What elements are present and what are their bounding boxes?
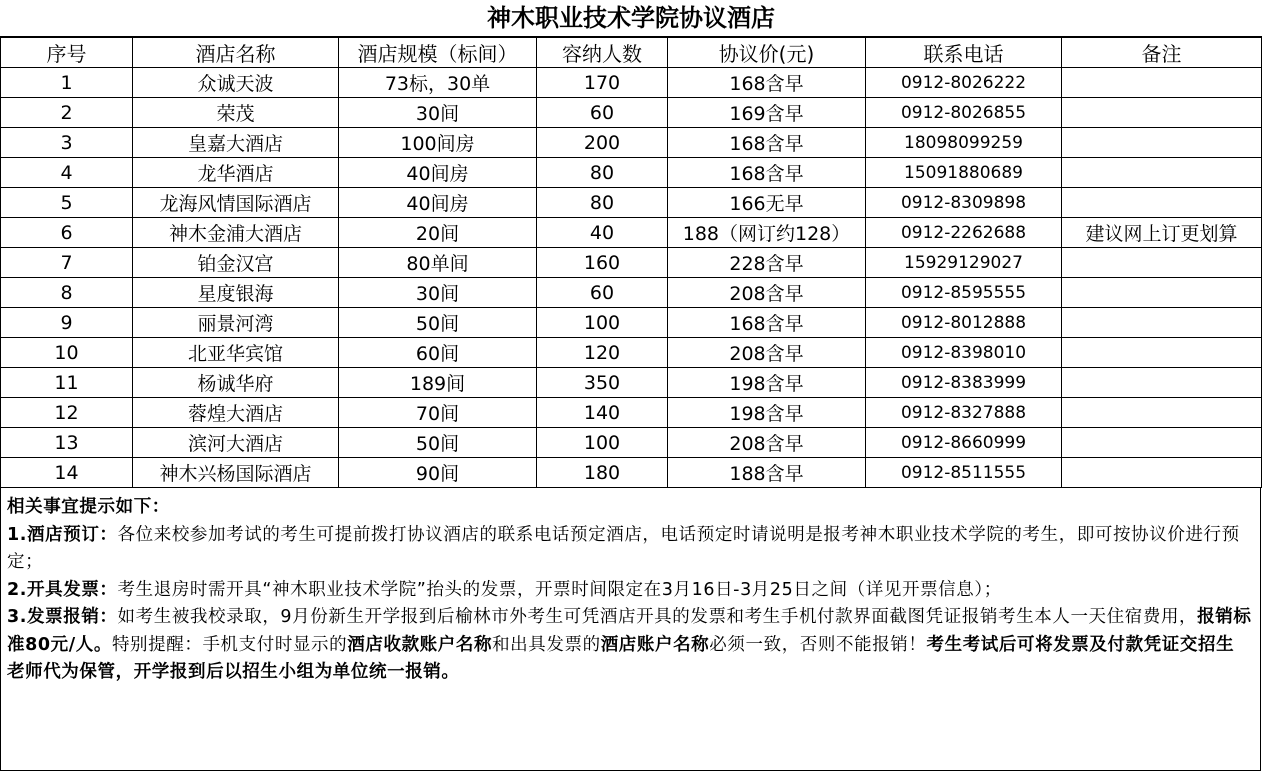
- cell-hotel-name: 杨诚华府: [133, 368, 339, 398]
- cell-price: 188（网订约128）: [668, 218, 866, 248]
- cell-hotel-name: 龙华酒店: [133, 158, 339, 188]
- cell-scale: 189间: [339, 368, 537, 398]
- cell-hotel-name: 荣茂: [133, 98, 339, 128]
- table-row: [1, 338, 1262, 368]
- cell-phone: 0912-8026855: [866, 98, 1062, 128]
- cell-hotel-name: 皇嘉大酒店: [133, 128, 339, 158]
- cell-price: 168含早: [668, 158, 866, 188]
- cell-price: 198含早: [668, 398, 866, 428]
- cell-no: 7: [1, 248, 133, 278]
- cell-price: 166无早: [668, 188, 866, 218]
- cell-hotel-name: 神木金浦大酒店: [133, 218, 339, 248]
- cell-remark: [1062, 398, 1262, 428]
- cell-phone: 15929129027: [866, 248, 1062, 278]
- cell-no: 1: [1, 68, 133, 98]
- cell-hotel-name: 滨河大酒店: [133, 428, 339, 458]
- cell-scale: 40间房: [339, 158, 537, 188]
- cell-phone: 18098099259: [866, 128, 1062, 158]
- cell-remark: [1062, 308, 1262, 338]
- cell-capacity: 170: [537, 68, 668, 98]
- cell-scale: 50间: [339, 428, 537, 458]
- cell-price: 169含早: [668, 98, 866, 128]
- notes-section: [0, 488, 1261, 771]
- cell-scale: 100间房: [339, 128, 537, 158]
- cell-hotel-name: 蓉煌大酒店: [133, 398, 339, 428]
- note-item-3-text-c: 特别提醒：手机支付时显示的: [111, 634, 348, 655]
- cell-phone: 0912-8383999: [866, 368, 1062, 398]
- cell-phone: 0912-8660999: [866, 428, 1062, 458]
- note-item-3-label: 3.发票报销：: [7, 607, 118, 627]
- note-item-2: [7, 577, 1252, 605]
- cell-no: 3: [1, 128, 133, 158]
- cell-phone: 0912-8012888: [866, 308, 1062, 338]
- cell-scale: 30间: [339, 278, 537, 308]
- cell-no: 11: [1, 368, 133, 398]
- header-name: 酒店名称: [133, 38, 339, 68]
- note-item-2-text: 考生退房时需开具“神木职业技术学院”抬头的发票，开票时间限定在3月16日-3月25日之间（详见开票信息）；: [117, 579, 1002, 600]
- note-item-3-final-instruction: 考生考试后可将发票及付款凭证交招生老师代为保管，开学报到后以招生小组为单位统一报销。: [7, 634, 1235, 682]
- cell-price: 208含早: [668, 278, 866, 308]
- table-row: [1, 428, 1262, 458]
- note-item-3-account-name: 酒店账户名称: [600, 634, 710, 655]
- cell-remark: [1062, 458, 1262, 488]
- cell-remark: [1062, 278, 1262, 308]
- note-item-2-label: 2.开具发票：: [7, 579, 118, 600]
- cell-hotel-name: 龙海风情国际酒店: [133, 188, 339, 218]
- table-row: [1, 158, 1262, 188]
- cell-phone: 0912-2262688: [866, 218, 1062, 248]
- cell-remark: [1062, 158, 1262, 188]
- table-row: [1, 218, 1262, 248]
- sheet-title: 神木职业技术学院协议酒店: [0, 0, 1262, 37]
- cell-remark: 建议网上订更划算: [1062, 218, 1262, 248]
- cell-no: 10: [1, 338, 133, 368]
- hotel-table: [0, 37, 1262, 488]
- note-item-3-text-e: 和出具发票的: [492, 634, 601, 655]
- note-item-3-text-g: 必须一致，否则不能报销！: [709, 634, 927, 655]
- cell-price: 168含早: [668, 308, 866, 338]
- header-row: [1, 38, 1262, 68]
- cell-capacity: 100: [537, 428, 668, 458]
- cell-price: 208含早: [668, 338, 866, 368]
- cell-no: 14: [1, 458, 133, 488]
- cell-capacity: 80: [537, 158, 668, 188]
- cell-scale: 30间: [339, 98, 537, 128]
- cell-phone: 0912-8026222: [866, 68, 1062, 98]
- cell-capacity: 120: [537, 338, 668, 368]
- cell-phone: 0912-8511555: [866, 458, 1062, 488]
- cell-remark: [1062, 68, 1262, 98]
- cell-price: 208含早: [668, 428, 866, 458]
- cell-capacity: 350: [537, 368, 668, 398]
- table-row: [1, 98, 1262, 128]
- cell-hotel-name: 众诚天波: [133, 68, 339, 98]
- note-item-1: [7, 522, 1252, 577]
- header-no: 序号: [1, 38, 133, 68]
- cell-no: 6: [1, 218, 133, 248]
- cell-capacity: 60: [537, 98, 668, 128]
- header-capacity: 容纳人数: [537, 38, 668, 68]
- table-row: [1, 458, 1262, 488]
- cell-phone: 15091880689: [866, 158, 1062, 188]
- table-row: [1, 128, 1262, 158]
- cell-phone: 0912-8398010: [866, 338, 1062, 368]
- table-row: [1, 278, 1262, 308]
- cell-phone: 0912-8309898: [866, 188, 1062, 218]
- notes-heading: 相关事宜提示如下：: [7, 497, 170, 517]
- header-remark: 备注: [1062, 38, 1262, 68]
- cell-scale: 60间: [339, 338, 537, 368]
- table-row: [1, 68, 1262, 98]
- cell-price: 228含早: [668, 248, 866, 278]
- cell-no: 4: [1, 158, 133, 188]
- cell-capacity: 200: [537, 128, 668, 158]
- cell-hotel-name: 铂金汉宫: [133, 248, 339, 278]
- header-scale: 酒店规模（标间）: [339, 38, 537, 68]
- cell-capacity: 80: [537, 188, 668, 218]
- cell-hotel-name: 丽景河湾: [133, 308, 339, 338]
- cell-capacity: 160: [537, 248, 668, 278]
- table-row: [1, 308, 1262, 338]
- cell-scale: 73标，30单: [339, 68, 537, 98]
- cell-scale: 20间: [339, 218, 537, 248]
- cell-price: 188含早: [668, 458, 866, 488]
- cell-remark: [1062, 368, 1262, 398]
- table-row: [1, 188, 1262, 218]
- table-row: [1, 368, 1262, 398]
- cell-price: 168含早: [668, 128, 866, 158]
- table-row: [1, 248, 1262, 278]
- cell-phone: 0912-8595555: [866, 278, 1062, 308]
- note-item-3: [7, 604, 1252, 687]
- cell-no: 8: [1, 278, 133, 308]
- cell-scale: 90间: [339, 458, 537, 488]
- cell-scale: 80单间: [339, 248, 537, 278]
- cell-remark: [1062, 338, 1262, 368]
- cell-scale: 50间: [339, 308, 537, 338]
- note-item-3-text-a: 如考生被我校录取，9月份新生开学报到后榆林市外考生可凭酒店开具的发票和考生手机付款界面截图凭证报销考生本人一天住宿费用，: [117, 607, 1198, 627]
- note-item-3-reimburse-standard: 报销标准80元/人。: [7, 607, 1252, 655]
- cell-capacity: 60: [537, 278, 668, 308]
- note-item-3-payee-name: 酒店收款账户名称: [347, 634, 493, 655]
- cell-phone: 0912-8327888: [866, 398, 1062, 428]
- note-item-1-text: 各位来校参加考试的考生可提前拨打协议酒店的联系电话预定酒店，电话预定时请说明是报考神木职业技术学院的考生，即可按协议价进行预定；: [7, 524, 1240, 572]
- cell-capacity: 100: [537, 308, 668, 338]
- cell-scale: 70间: [339, 398, 537, 428]
- cell-price: 198含早: [668, 368, 866, 398]
- cell-no: 2: [1, 98, 133, 128]
- cell-no: 13: [1, 428, 133, 458]
- cell-hotel-name: 北亚华宾馆: [133, 338, 339, 368]
- cell-remark: [1062, 98, 1262, 128]
- cell-price: 168含早: [668, 68, 866, 98]
- cell-remark: [1062, 128, 1262, 158]
- note-item-1-label: 1.酒店预订：: [7, 524, 118, 545]
- cell-capacity: 40: [537, 218, 668, 248]
- hotel-rows: [1, 68, 1262, 488]
- cell-capacity: 140: [537, 398, 668, 428]
- header-phone: 联系电话: [866, 38, 1062, 68]
- cell-no: 5: [1, 188, 133, 218]
- cell-remark: [1062, 248, 1262, 278]
- cell-hotel-name: 神木兴杨国际酒店: [133, 458, 339, 488]
- cell-capacity: 180: [537, 458, 668, 488]
- cell-hotel-name: 星度银海: [133, 278, 339, 308]
- table-row: [1, 398, 1262, 428]
- cell-no: 12: [1, 398, 133, 428]
- cell-no: 9: [1, 308, 133, 338]
- cell-remark: [1062, 188, 1262, 218]
- header-price: 协议价(元): [668, 38, 866, 68]
- cell-scale: 40间房: [339, 188, 537, 218]
- cell-remark: [1062, 428, 1262, 458]
